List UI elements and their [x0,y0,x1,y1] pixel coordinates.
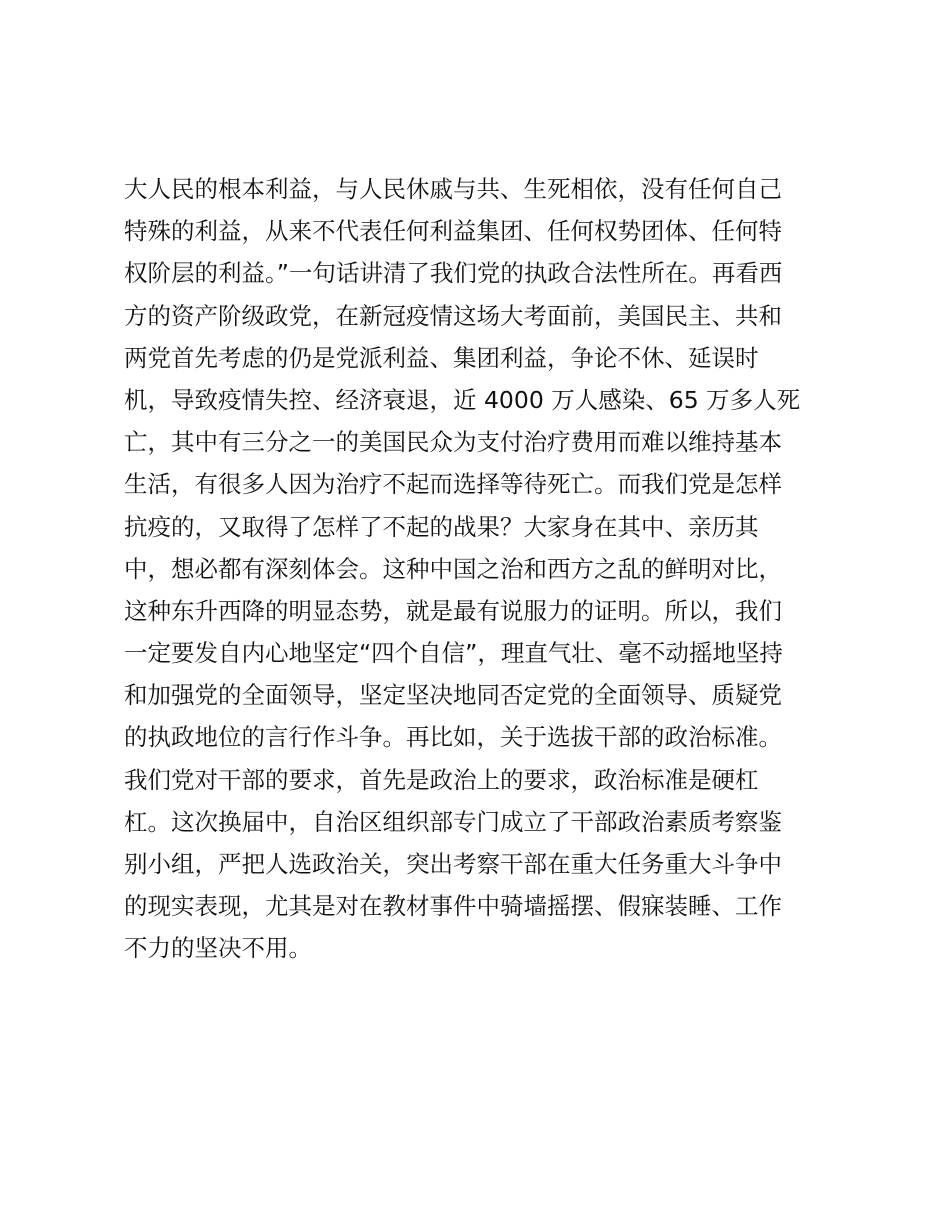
text-line-3: 权阶层的利益。”一句话讲清了我们党的执政合法性所在。再看西 [124,259,783,288]
text-line-16: 杠。这次换届中，自治区组织部专门成立了干部政治素质考察鉴 [124,807,782,836]
text-line-1: 大人民的根本利益，与人民休戚与共、生死相依，没有任何自己 [124,175,782,203]
text-line-18: 的现实表现，尤其是对在教材事件中骑墙摇摆、假寐装睡、工作 [124,892,782,921]
text-line-11: 这种东升西降的明显态势，就是最有说服力的证明。所以，我们 [124,596,782,625]
text-line-4: 方的资产阶级政党，在新冠疫情这场大考面前，美国民主、共和 [124,301,782,330]
text-line-19: 不力的坚决不用。 [124,934,312,963]
text-line-8: 生活，有很多人因为治疗不起而选择等待死亡。而我们党是怎样 [124,470,782,499]
text-line-13: 和加强党的全面领导，坚定坚决地同否定党的全面领导、质疑党 [124,681,782,710]
body-paragraph [124,168,844,970]
text-line-5: 两党首先考虑的仍是党派利益、集团利益，争论不休、延误时 [124,343,759,372]
text-line-2: 特殊的利益，从来不代表任何利益集团、任何权势团体、任何特 [124,217,782,246]
text-line-14: 的执政地位的言行作斗争。再比如，关于选拔干部的政治标准。 [124,723,782,752]
text-line-12: 一定要发自内心地坚定“四个自信”，理直气壮、毫不动摇地坚持 [124,639,783,668]
text-line-10: 中，想必都有深刻体会。这种中国之治和西方之乱的鲜明对比， [124,554,782,583]
text-line-17: 别小组，严把人选政治关，突出考察干部在重大任务重大斗争中 [124,850,782,878]
text-line-6: 机，导致疫情失控、经济衰退，近 4000 万人感染、65 万多人死 [124,385,801,414]
text-line-15: 我们党对干部的要求，首先是政治上的要求，政治标准是硬杠 [124,765,759,794]
text-line-9: 抗疫的，又取得了怎样了不起的战果？大家身在其中、亲历其 [124,512,759,541]
text-line-7: 亡，其中有三分之一的美国民众为支付治疗费用而难以维持基本 [124,428,782,457]
